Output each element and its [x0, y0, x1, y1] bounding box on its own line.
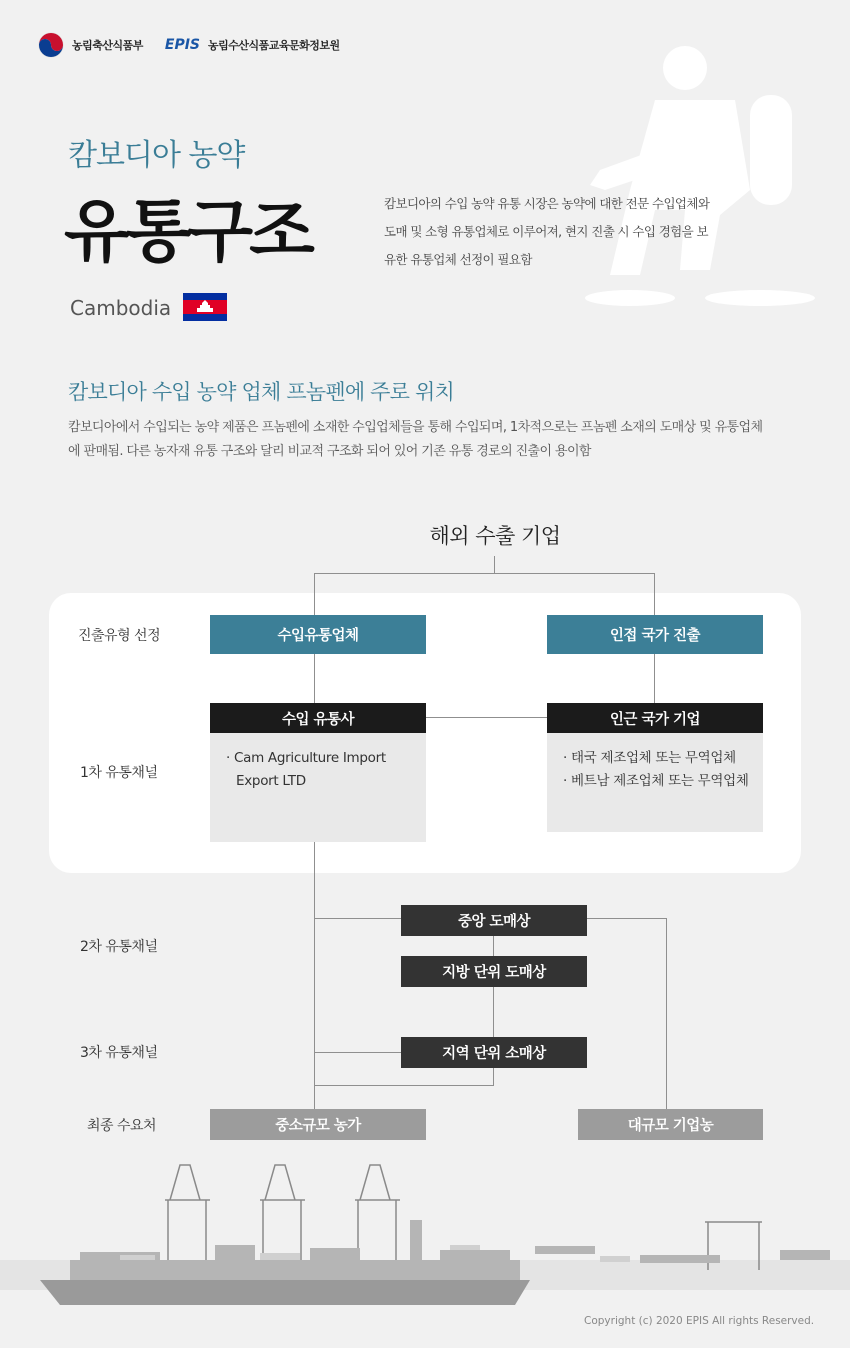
- ch1-importer-list: [210, 733, 426, 842]
- local-retail-box: 지역 단위 소매상: [401, 1037, 587, 1068]
- copyright: Copyright (c) 2020 EPIS All rights Reserved.: [584, 1315, 815, 1327]
- list-item: · 베트남 제조업체 또는 무역업체: [563, 773, 749, 789]
- epis-logo: EPIS: [164, 37, 201, 53]
- section-description: 캄보디아에서 수입되는 농약 제품은 프놈펜에 소재한 수입업체들을 통해 수입되며, 1차적으로는 프놈펜 소재의 도매상 및 유통업체에 판매됨. 다른 농자재 유통 구조와 달리 비교적 구조화 되어 있어 기존 유통 경로의 진출이 용이함: [68, 420, 763, 459]
- connector-line: [314, 653, 315, 703]
- connector-line: [314, 1052, 401, 1053]
- large-farm-box: 대규모 기업농: [578, 1109, 763, 1140]
- list-item: Export LTD: [236, 773, 306, 789]
- connector-line: [654, 573, 655, 615]
- epis-name: 농림수산식품교육문화정보원: [208, 39, 340, 52]
- entry-importer-box: 수입유통업체: [210, 615, 426, 654]
- ch1-importer-title: 수입 유통사: [210, 703, 426, 733]
- hero-title: 유통구조: [64, 193, 311, 272]
- header-logos: [38, 30, 340, 60]
- connector-line: [654, 653, 655, 703]
- connector-line: [314, 573, 655, 574]
- cargo-port-illustration-icon: [0, 1160, 850, 1310]
- hero-subtitle: 캄보디아 농약: [68, 138, 245, 173]
- cambodia-flag-icon: [183, 293, 227, 321]
- ch1-neighbor-list: [547, 733, 763, 832]
- connector-line: [314, 1085, 494, 1086]
- list-item: · Cam Agriculture Import: [226, 750, 386, 766]
- entry-neighbor-box: 인접 국가 진출: [547, 615, 763, 654]
- connector-line: [493, 986, 494, 1038]
- connector-line: [314, 842, 315, 1109]
- country-name: Cambodia: [70, 296, 172, 320]
- central-wholesale-box: 중앙 도매상: [401, 905, 587, 936]
- row-label-ch2: 2차 유통채널: [80, 939, 158, 955]
- hero-intro: 캄보디아의 수입 농약 유통 시장은 농약에 대한 전문 수입업체와 도매 및 소형 유통업체로 이루어져, 현지 진출 시 수입 경험을 보유한 유통업체 선정이 필요함: [384, 196, 710, 267]
- row-label-ch3: 3차 유통채널: [80, 1045, 158, 1061]
- overseas-exporter-label: 해외 수출 기업: [429, 524, 561, 548]
- connector-line: [493, 935, 494, 957]
- local-wholesale-box: 지방 단위 도매상: [401, 956, 587, 987]
- section-title: 캄보디아 수입 농약 업체 프놈펜에 주로 위치: [68, 380, 454, 404]
- ministry-name: 농림축산식품부: [72, 39, 143, 52]
- list-item: · 태국 제조업체 또는 무역업체: [563, 750, 736, 766]
- connector-line: [314, 573, 315, 615]
- connector-line: [314, 918, 401, 919]
- ch1-neighbor-title: 인근 국가 기업: [547, 703, 763, 733]
- connector-line: [587, 918, 667, 919]
- row-label-final: 최종 수요처: [87, 1118, 157, 1134]
- connector-line: [493, 1067, 494, 1086]
- connector-line: [666, 918, 667, 1109]
- taegeuk-logo-icon: [38, 32, 64, 58]
- connector-line: [494, 556, 495, 574]
- connector-line: [426, 717, 547, 718]
- row-label-entry: 진출유형 선정: [78, 628, 161, 644]
- small-farm-box: 중소규모 농가: [210, 1109, 426, 1140]
- row-label-ch1: 1차 유통채널: [80, 765, 158, 781]
